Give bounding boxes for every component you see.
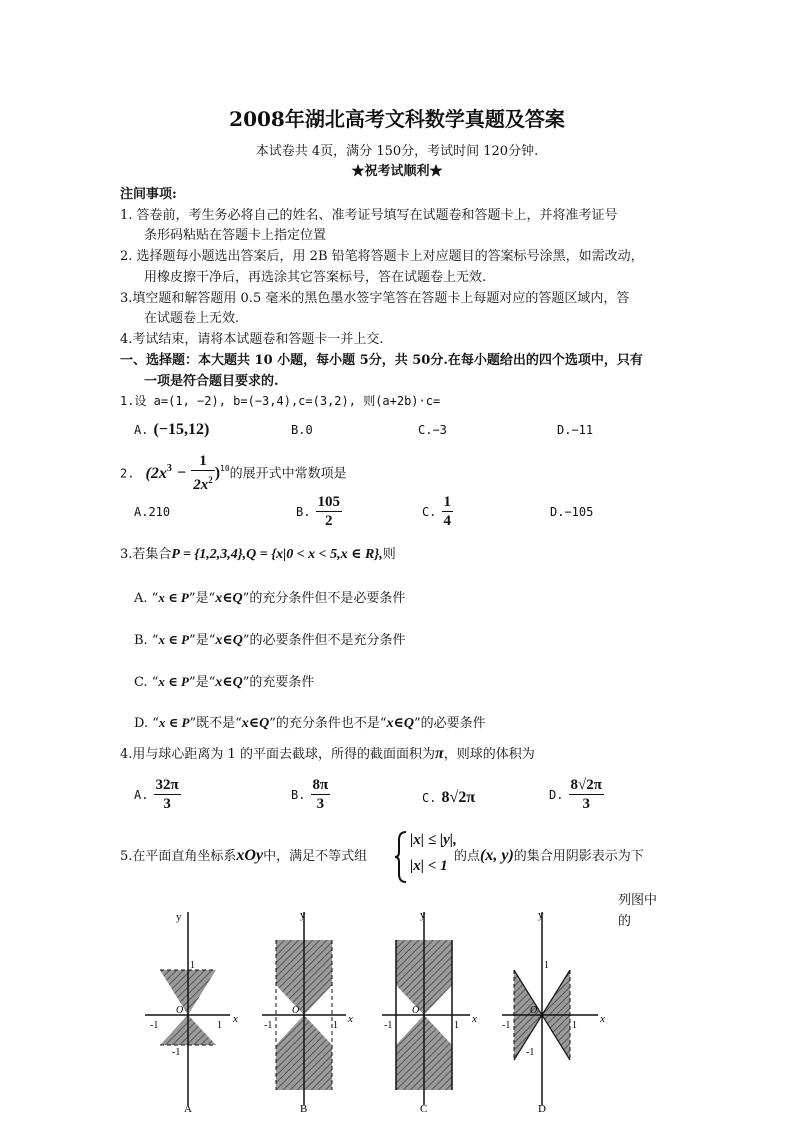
q3-b-p: x ∈ P [158,632,190,647]
graph-d-x-one: 1 [572,1020,577,1031]
note-3-line-2: 在试题卷上无效. [144,311,240,326]
graph-a-x-label: x [233,1013,238,1025]
q2-option-c [422,493,453,530]
q5-stem-prefix: 5.在平面直角坐标系 [120,849,237,864]
q2-fraction [191,452,215,494]
q5-inequality-2: |x| < 1 [410,858,448,874]
note-3-line-1: 3.填空题和解答题用 0.5 毫米的黑色墨水签字笔答在答题卡上每题对应的答题区域内，答 [120,291,630,306]
q2-frac-den [191,471,215,494]
q5-stem [120,845,367,865]
q4-c-label: C. [422,791,437,805]
graph-a [145,911,238,1115]
graph-d-caption: D [538,1103,546,1115]
q3-d-tail: ”的必要条件 [414,716,486,731]
note-2-line-2: 用橡皮擦干净后，再选涂其它答案标号，答在试题卷上无效. [144,270,487,285]
q3-c-prefix: C. “ [134,675,159,690]
q3-option-a [134,587,405,607]
q3-stem [120,543,396,563]
graph-d-x-neg-one: -1 [502,1020,511,1031]
graph-d-y-neg-one: -1 [526,1047,535,1058]
graph-b-caption: B [300,1103,308,1115]
q2-c-fraction [442,493,454,530]
q2-option-d: D.−105 [550,505,594,519]
graph-b-y-label: y [300,909,306,921]
q2-c-label: C. [422,505,437,519]
q1-a-value: (−15,12) [153,421,210,438]
graph-a-x-neg-one: -1 [150,1020,159,1031]
q3-option-d [134,712,486,732]
graph-b-x-one: 1 [333,1020,338,1031]
q3-b-mid: ”是“ [189,633,216,648]
q3-c-tail: ”的充要条件 [242,675,315,690]
q5-stem-line-3: 的 [618,914,632,929]
graph-d-x-label: x [600,1013,605,1025]
q5-stem-line-2: 列图中 [618,893,658,908]
q4-a-num: 32π [155,777,179,793]
q2-minus: − [176,464,187,482]
q3-d-mid1: ”既不是“ [189,716,242,731]
q5-answer-graphs [140,900,620,1120]
q2-power: 10 [220,464,230,474]
q2-stem-tail: 的展开式中常数项是 [229,466,347,482]
blessing-line: ★祝考试顺利★ [351,164,443,179]
graph-a-x-one: 1 [217,1020,222,1031]
q5-stem-continued [454,845,644,865]
note-4: 4.考试结束，请将本试题卷和答题卡一并上交. [120,332,384,347]
q4-option-c [422,787,475,807]
q2-b-fraction [316,493,343,530]
note-2-line-1: 2. 选择题每小题选出答案后，用 2B 铅笔将答题卡上对应题目的答案标号涂黑，如需改动， [120,249,644,264]
q4-stem-text: 4.用与球心距离为 1 的平面去截球，所得的截面面积为 [120,747,435,762]
section-heading-line-1: 一、选择题：本大题共 10 小题，每小题 5分，共 50分.在每小题给出的四个选项中，只有 [120,353,643,368]
q4-option-a [134,776,181,813]
q2-paren-close: ) [214,464,221,482]
graph-d-y-label: y [538,909,544,921]
q2-option-a: A.210 [134,505,171,519]
q4-d-label: D. [549,788,564,802]
graph-b-x-label: x [348,1013,353,1025]
q1-option-d: D.−11 [557,423,594,437]
q4-a-fraction [154,776,181,813]
q4-d-den: 3 [582,796,591,812]
q3-option-b [134,629,405,649]
q4-option-b [291,776,330,813]
q3-a-p: x ∈ P [158,590,189,605]
q2-number: 2. [120,466,135,481]
graph-a-caption: A [184,1103,192,1115]
q3-set-expression: P = {1,2,3,4},Q = {x|0 < x < 5,x ∈ R}, [171,547,383,562]
q2-stem [120,452,347,494]
left-brace-icon [394,830,408,884]
graph-c-origin: O [412,1005,420,1016]
q2-frac-den-exp: 2 [208,475,213,485]
q2-expr-left: (2x [145,464,167,482]
graph-b-x-neg-one: -1 [264,1020,273,1031]
q2-b-num: 105 [317,494,341,510]
q1-a-label: A. [134,423,149,437]
exam-info: 本试卷共 4页，满分 150分，考试时间 120分钟. [255,144,539,159]
note-1-line-1: 1. 答卷前，考生务必将自己的姓名、准考证号填写在试题卷和答题卡上，并将准考证号 [120,208,618,223]
q4-a-label: A. [134,788,149,802]
q2-frac-num: 1 [191,452,215,471]
graph-c-x-label: x [472,1013,477,1025]
q3-a-tail: ”的充分条件但不是必要条件 [242,591,406,606]
q2-c-den: 4 [443,513,452,529]
q3-option-c [134,671,314,691]
q3-stem-suffix: 则 [382,547,396,562]
q4-a-den: 3 [163,796,171,812]
q3-d-q1: x∈Q [241,716,270,731]
q4-d-fraction [569,776,604,813]
q1-stem: 1.设 a=(1, −2), b=(−3,4),c=(3,2), 则(a+2b)·c= [120,394,441,408]
q3-c-p: x ∈ P [158,674,189,689]
q1-option-a [134,419,209,439]
q3-b-tail: ”的必要条件但不是充分条件 [242,633,406,648]
page-title: 2008年湖北高考文科数学真题及答案 [229,107,565,131]
graph-a-y-one: 1 [190,960,195,971]
q3-d-q2: x∈Q [386,716,415,731]
q4-b-label: B. [291,788,306,802]
q3-a-mid: ”是“ [188,591,216,606]
q4-b-num: 8π [312,777,329,793]
q5-inequality-1: |x| ≤ |y|, [410,832,457,848]
graph-c-x-neg-one: -1 [384,1020,393,1031]
note-1-line-2: 条形码粘贴在答题卡上指定位置 [144,228,327,243]
q4-c-value: 8√2π [441,789,476,806]
graph-a-y-neg-one: -1 [172,1047,181,1058]
q3-d-mid2: ”的充分条件也不是“ [269,716,387,731]
q5-point: (x, y) [480,847,514,864]
q5-inequality-system [394,830,457,884]
notes-heading: 注间事项: [120,187,177,202]
q1-option-b: B.0 [291,423,313,437]
q3-d-p: x ∈ P [158,715,190,730]
section-heading-line-2: 一项是符合题目要求的. [144,374,279,389]
q5-plane: xOy [236,847,264,864]
q1-option-c: C.−3 [418,423,447,437]
graph-d-y-one: 1 [544,960,549,971]
q5-stem-suffix: 的集合用阴影表示为下 [513,849,644,864]
q4-stem [120,743,535,763]
q2-b-label: B. [296,505,311,519]
graph-d-origin: O [530,1005,538,1016]
graph-d [502,909,605,1115]
graph-b-origin: O [292,1005,300,1016]
q2-b-den: 2 [325,513,333,529]
q4-b-den: 3 [316,796,325,812]
graph-a-origin: O [176,1005,184,1016]
q2-option-b [296,493,342,530]
q4-option-d [549,776,604,813]
q4-b-fraction [311,776,331,813]
q3-a-prefix: A. “ [134,591,159,606]
q2-c-num: 1 [443,494,452,510]
q4-pi: π [434,745,444,762]
q2-exp3: 3 [166,463,172,475]
q5-stem-mid2: 的点 [454,849,481,864]
q4-d-num: 8√2π [570,777,602,793]
q3-c-q: x∈Q [215,675,243,690]
graph-a-y-label: y [176,911,182,923]
graph-c-y-label: y [420,909,426,921]
q3-d-prefix: D. “ [134,716,159,731]
q3-stem-prefix: 3.若集合 [120,547,172,562]
q3-c-mid: ”是“ [188,675,216,690]
q3-b-prefix: B. “ [134,633,159,648]
graph-c-caption: C [420,1103,428,1115]
graph-c [382,909,477,1115]
graph-c-x-one: 1 [454,1020,459,1031]
q3-a-q: x∈Q [215,591,243,606]
graph-b [262,909,353,1115]
q4-stem-tail: ，则球的体积为 [443,747,535,762]
q5-stem-mid: 中，满足不等式组 [263,849,368,864]
q3-b-q: x∈Q [215,633,243,648]
q2-frac-den-base: 2x [193,477,209,493]
